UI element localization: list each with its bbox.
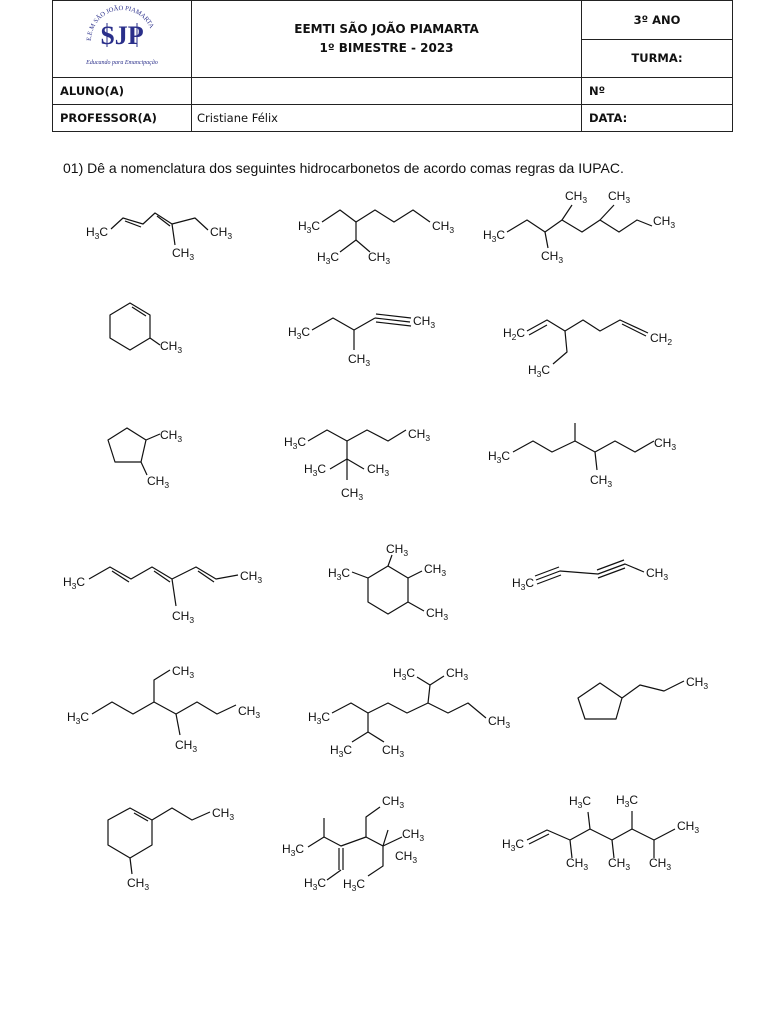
ch3-label: $CH_3$ (341, 486, 364, 502)
h3c-label: $H_3C$ (67, 710, 90, 726)
h3c-label: $H_3C$ (282, 842, 305, 858)
ch3-label: $CH_3$ (212, 806, 235, 822)
structure-3 (483, 189, 675, 265)
structure-12 (512, 560, 668, 592)
h3c-label: $H_3C$ (483, 228, 506, 244)
ch3-label: $CH_3$ (446, 666, 469, 682)
ch3-label: $CH_3$ (424, 562, 447, 578)
ch3-label: $CH_3$ (426, 606, 449, 622)
ch3-label: $CH_3$ (566, 856, 589, 872)
ch3-label: $CH_3$ (565, 189, 588, 205)
h3c-label: $H_3C$ (328, 566, 351, 582)
ch3-label: $CH_3$ (608, 856, 631, 872)
structure-6 (503, 320, 672, 379)
h3c-label: $H_3C$ (86, 225, 109, 241)
h3c-label: $H_3C$ (308, 710, 331, 726)
structure-14 (308, 666, 510, 759)
h3c-label: $H_3C$ (284, 435, 307, 451)
ch3-label: $CH_3$ (348, 352, 371, 368)
ch3-label: $CH_3$ (240, 569, 263, 585)
ch3-label: $CH_3$ (432, 219, 455, 235)
ch3-label: $CH_3$ (127, 876, 150, 892)
ch3-label: $CH_3$ (382, 794, 405, 810)
h3c-label: $H_3C$ (63, 575, 86, 591)
structure-17 (282, 794, 424, 893)
ch3-label: $CH_3$ (395, 849, 418, 865)
structure-9 (488, 423, 676, 489)
class-label: TURMA: (582, 39, 733, 78)
teacher-name: Cristiane Félix (192, 105, 582, 132)
structure-7 (108, 428, 182, 490)
ch3-label: $CH_3$ (402, 827, 425, 843)
ch3-label: $CH_3$ (367, 462, 390, 478)
ch3-label: $CH_3$ (210, 225, 233, 241)
h3c-label: $H_3C$ (298, 219, 321, 235)
ch3-label: $CH_3$ (172, 246, 195, 262)
ch2-label: $CH_2$ (650, 331, 673, 347)
structure-4 (110, 303, 182, 355)
ch3-label: $CH_3$ (172, 609, 195, 625)
ch3-label: $CH_3$ (413, 314, 436, 330)
ch3-label: $CH_3$ (590, 473, 613, 489)
question-text: 01) Dê a nomenclatura dos seguintes hidrocarbonetos de acordo comas regras da IUPAC. (63, 160, 624, 176)
ch3-label: $CH_3$ (541, 249, 564, 265)
date-label: DATA: (582, 105, 733, 132)
ch3-label: $CH_3$ (368, 250, 391, 266)
ch3-label: $CH_3$ (238, 704, 261, 720)
structure-2 (298, 210, 454, 266)
h3c-label: $H_3C$ (304, 462, 327, 478)
h3c-label: $H_3C$ (317, 250, 340, 266)
h3c-label: $H_3C$ (512, 576, 535, 592)
h3c-label: $H_3C$ (502, 837, 525, 853)
logo-ring-text: E.E.M SÃO JOÃO PIAMARTA (85, 4, 155, 42)
h3c-label: $H_3C$ (569, 794, 592, 810)
ch3-label: $CH_3$ (488, 714, 511, 730)
h3c-label: $H_3C$ (330, 743, 353, 759)
ch3-label: $CH_3$ (677, 819, 700, 835)
h3c-label: $H_3C$ (488, 449, 511, 465)
student-label: ALUNO(A) (53, 78, 192, 105)
ch3-label: $CH_3$ (160, 339, 183, 355)
ch3-label: $CH_3$ (646, 566, 669, 582)
period: 1º BIMESTRE - 2023 (319, 41, 454, 55)
ch3-label: $CH_3$ (172, 664, 195, 680)
ch3-label: $CH_3$ (654, 436, 677, 452)
ch3-label: $CH_3$ (408, 427, 431, 443)
number-label: Nº (582, 78, 733, 105)
structure-8 (284, 427, 430, 502)
structure-5 (288, 314, 435, 368)
ch3-label: $CH_3$ (175, 738, 198, 754)
structure-18 (502, 793, 699, 872)
ch3-label: $CH_3$ (649, 856, 672, 872)
h2c-label: $H_2C$ (503, 326, 526, 342)
h3c-label: $H_3C$ (343, 877, 366, 893)
structure-15 (578, 675, 708, 719)
h3c-label: $H_3C$ (288, 325, 311, 341)
h3c-label: $H_3C$ (393, 666, 416, 682)
h3c-label: $H_3C$ (304, 876, 327, 892)
h3c-label: $H_3C$ (616, 793, 639, 809)
ch3-label: $CH_3$ (382, 743, 405, 759)
ch3-label: $CH_3$ (608, 189, 631, 205)
structure-1 (86, 213, 232, 262)
logo-monogram: SJP (100, 21, 144, 50)
h3c-label: $H_3C$ (528, 363, 551, 379)
grade-label: 3º ANO (582, 1, 733, 40)
school-name: EEMTI SÃO JOÃO PIAMARTA (294, 22, 479, 36)
ch3-label: $CH_3$ (160, 428, 183, 444)
ch3-label: $CH_3$ (686, 675, 709, 691)
structure-11 (328, 542, 448, 622)
ch3-label: $CH_3$ (147, 474, 170, 490)
teacher-label: PROFESSOR(A) (53, 105, 192, 132)
structure-10 (63, 567, 262, 625)
logo-motto: Educando para Emancipação (86, 60, 158, 66)
ch3-label: $CH_3$ (653, 214, 676, 230)
ch3-label: $CH_3$ (386, 542, 409, 558)
structure-16 (108, 806, 234, 892)
structure-13 (67, 664, 260, 754)
